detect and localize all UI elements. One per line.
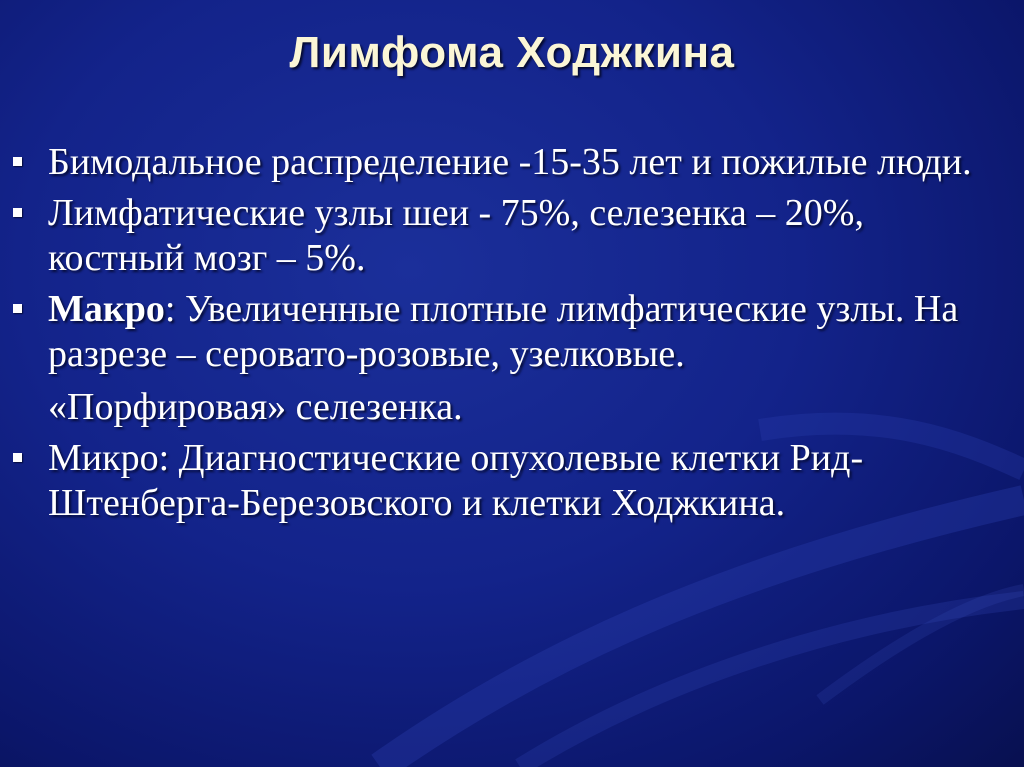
square-bullet-icon — [13, 304, 22, 313]
square-bullet-icon — [13, 453, 22, 462]
bullet-item — [0, 436, 1024, 526]
bullet-item — [0, 287, 1024, 377]
bullet-list — [0, 140, 1024, 526]
bullet-text: Микро: Диагностические опухолевые клетки Рид-Штенберга-Березовского и клетки Ходжкина. — [48, 437, 864, 524]
square-bullet-icon — [13, 208, 22, 217]
bullet-item — [0, 140, 1024, 185]
bullet-text: : Увеличенные плотные лимфатические узлы. На разрезе – серовато-розовые, узелковые. — [48, 288, 959, 375]
bullet-text: Лимфатические узлы шеи - 75%, селезенка – 20%, костный мозг – 5%. — [48, 192, 864, 279]
square-bullet-icon — [13, 157, 22, 166]
bullet-text: «Порфировая» селезенка. — [48, 386, 463, 428]
bullet-item — [0, 191, 1024, 281]
continuation-line — [0, 385, 1024, 430]
bullet-text: Бимодальное распределение -15-35 лет и пожилые люди. — [48, 141, 972, 183]
slide-title: Лимфома Ходжкина — [289, 28, 735, 77]
bullet-bold-label: Макро — [48, 288, 165, 330]
